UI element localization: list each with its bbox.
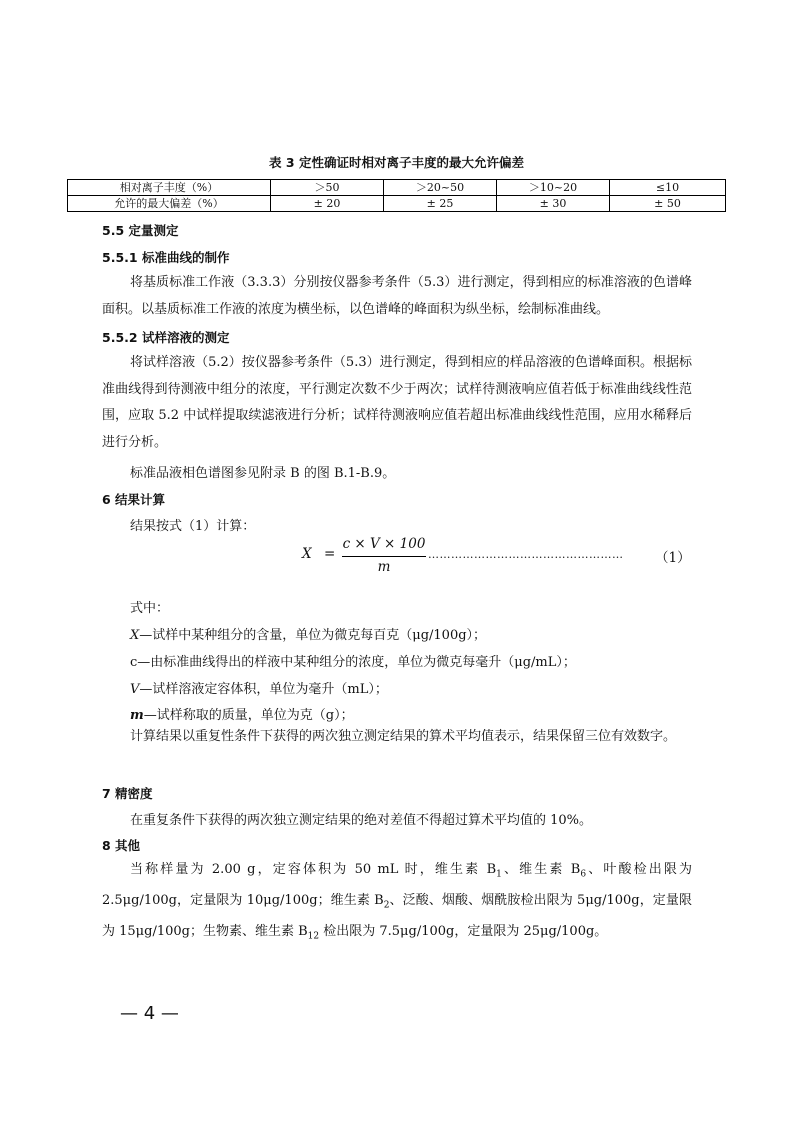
formula-equals: = <box>324 546 336 562</box>
text-run: 、叶酸检出限为 2.5μg/100g，定量限为 10μg/100g；维生素 B <box>102 862 692 909</box>
section-5-5-2-text: 将试样溶液（5.2）按仪器参考条件（5.3）进行测定，得到相应的样品溶液的色谱峰面积。根据标准曲线得到待测液中组分的浓度，平行测定次数不少于两次；试样待测液响应值若低于标准曲线线性范围，应取 5.2 中试样提取续滤液进行分析；试样待测液响应值若超出标准曲线线性范围，应用水稀释后进行分析。 <box>102 355 692 450</box>
variable-description: —试样称取的质量，单位为克（g）； <box>143 708 354 723</box>
result-statement: 计算结果以重复性条件下获得的两次独立测定结果的算术平均值表示，结果保留三位有效数字。 <box>130 729 677 744</box>
formula-1 <box>302 536 692 576</box>
variable-m <box>130 704 354 723</box>
text-run: 、泛酸、烟酸、烟酰胺检出限为 5μg/100g，定量限为 15μg/100g；生物素、维生素 B <box>102 893 692 940</box>
table-cell: ± 30 <box>497 196 610 212</box>
table-cell: ≤10 <box>610 180 726 196</box>
section-7-heading: 7 精密度 <box>102 786 153 801</box>
subscript: 1 <box>496 869 502 880</box>
subscript: 12 <box>307 931 320 942</box>
section-5-5-1-text: 将基质标准工作液（3.3.3）分别按仪器参考条件（5.3）进行测定，得到相应的标准溶液的色谱峰面积。以基质标准工作液的浓度为横坐标，以色谱峰的峰面积为纵坐标，绘制标准曲线。 <box>102 275 692 317</box>
text-run: 当称样量为 2.00 g，定容体积为 50 mL 时，维生素 B <box>130 862 497 877</box>
table-cell: ± 50 <box>610 196 726 212</box>
formula-leader-dots: …………………………………………… <box>428 548 624 561</box>
variable-description: —由标准曲线得出的样液中某种组分的浓度，单位为微克每毫升（μg/mL）； <box>137 655 576 670</box>
section-5-5-2-note: 标准品液相色谱图参见附录 B 的图 B.1-B.9。 <box>130 466 396 481</box>
text-run: 、维生素 B <box>501 862 581 877</box>
section-6-heading: 6 结果计算 <box>102 492 166 507</box>
variable-c <box>130 651 576 670</box>
section-5-5-1-heading: 5.5.1 标准曲线的制作 <box>102 250 230 265</box>
page-number: — 4 — <box>120 1003 179 1024</box>
section-5-5-heading: 5.5 定量测定 <box>102 223 179 238</box>
table-cell: 相对离子丰度（%） <box>68 180 271 196</box>
fraction-bar <box>342 556 426 557</box>
text-run: 检出限为 7.5μg/100g，定量限为 25μg/100g。 <box>319 924 608 940</box>
table-cell: 允许的最大偏差（%） <box>68 196 271 212</box>
formula-lhs: X <box>302 546 312 562</box>
formula-denominator: m <box>377 559 391 575</box>
section-8-heading: 8 其他 <box>102 838 141 853</box>
variable-X <box>130 624 486 643</box>
section-5-5-2-heading: 5.5.2 试样溶液的测定 <box>102 330 230 345</box>
formula-intro: 结果按式（1）计算： <box>130 519 256 534</box>
section-8-text <box>102 857 692 950</box>
variable-symbol: m <box>130 708 144 723</box>
subscript: 2 <box>383 900 390 911</box>
ion-abundance-table <box>67 179 726 212</box>
subscript: 6 <box>580 869 587 880</box>
table-cell: ＞50 <box>271 180 384 196</box>
formula-numerator: c × V × 100 <box>342 536 426 552</box>
variable-description: —试样溶液定容体积，单位为毫升（mL）； <box>139 682 388 697</box>
table-row <box>68 196 726 212</box>
table-row <box>68 180 726 196</box>
variable-symbol: X <box>130 628 140 643</box>
variable-symbol: V <box>130 682 140 697</box>
table-cell: ± 25 <box>384 196 497 212</box>
variable-V <box>130 678 388 697</box>
formula-number: （1） <box>655 550 691 566</box>
where-label: 式中： <box>130 601 170 616</box>
variable-symbol: c <box>130 655 138 670</box>
table-cell: ＞10~20 <box>497 180 610 196</box>
variable-description: —试样中某种组分的含量，单位为微克每百克（μg/100g）； <box>139 628 487 643</box>
table-cell: ＞20~50 <box>384 180 497 196</box>
section-7-text: 在重复条件下获得的两次独立测定结果的绝对差值不得超过算术平均值的 10%。 <box>130 813 593 828</box>
table-caption: 表 3 定性确证时相对离子丰度的最大允许偏差 <box>269 155 524 170</box>
table-cell: ± 20 <box>271 196 384 212</box>
